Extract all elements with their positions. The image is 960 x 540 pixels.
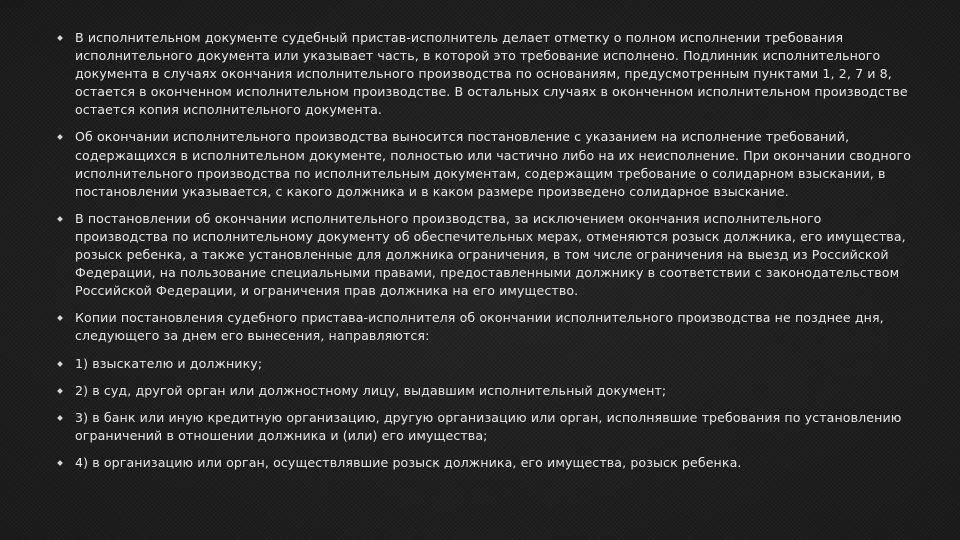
list-item-text: Об окончании исполнительного производства выносится постановление с указанием на исполнение требований, содержащихся в исполнительном документе, полностью или частично либо на их неисполнение. При окончании сводного исполнительного производства по исполнительным документам, содержащим требование о солидарном взыскании, в постановлении указывается, с какого должника и в каком размере произведено солидарное взыскание. <box>75 129 912 199</box>
list-item <box>58 454 918 472</box>
list-item <box>58 355 918 373</box>
diamond-bullet-icon <box>57 216 63 222</box>
diamond-bullet-icon <box>57 388 63 394</box>
bullet-list <box>58 29 918 472</box>
slide-content <box>58 29 918 481</box>
diamond-bullet-icon <box>57 35 63 41</box>
list-item-text: 4) в организацию или орган, осуществлявшие розыск должника, его имущества, розыск ребенка. <box>75 454 742 470</box>
list-item-text: В исполнительном документе судебный пристав-исполнитель делает отметку о полном исполнении требования исполнительного документа или указывает часть, в которой это требование исполнено. Подлинник исполнительного документа в случаях окончания исполнительного производства по основаниям, предусмотренным пунктами 1, 2, 7 и 8, остается в оконченном исполнительном производстве. В остальных случаях в оконченном исполнительном производстве остается копия исполнительного документа. <box>75 30 908 118</box>
diamond-bullet-icon <box>57 415 63 421</box>
diamond-bullet-icon <box>57 135 63 141</box>
diamond-bullet-icon <box>57 460 63 466</box>
list-item <box>58 29 918 119</box>
list-item-text: Копии постановления судебного пристава-исполнителя об окончании исполнительного производства не позднее дня, следующего за днем его вынесения, направляются: <box>75 310 884 344</box>
diamond-bullet-icon <box>57 315 63 321</box>
list-item-text: В постановлении об окончании исполнительного производства, за исключением окончания исполнительного производства по исполнительному документу об обеспечительных мерах, отменяются розыск должника, его имущества, розыск ребенка, а также установленные для должника ограничения, в том числе ограничения на выезд из Российской Федерации, на пользование специальными правами, предоставленными должнику в соответствии с законодательством Российской Федерации, и ограничения прав должника на его имущество. <box>75 210 906 299</box>
list-item <box>58 409 918 445</box>
list-item <box>58 382 918 400</box>
list-item <box>58 309 918 345</box>
list-item <box>58 210 918 300</box>
diamond-bullet-icon <box>57 361 63 367</box>
list-item-text: 2) в суд, другой орган или должностному лицу, выдавшим исполнительный документ; <box>75 382 667 398</box>
list-item-text: 3) в банк или иную кредитную организацию, другую организацию или орган, исполнявшие требования по установлению ограничений в отношении должника и (или) его имущества; <box>75 409 902 443</box>
list-item <box>58 128 918 200</box>
list-item-text: 1) взыскателю и должнику; <box>75 355 263 371</box>
